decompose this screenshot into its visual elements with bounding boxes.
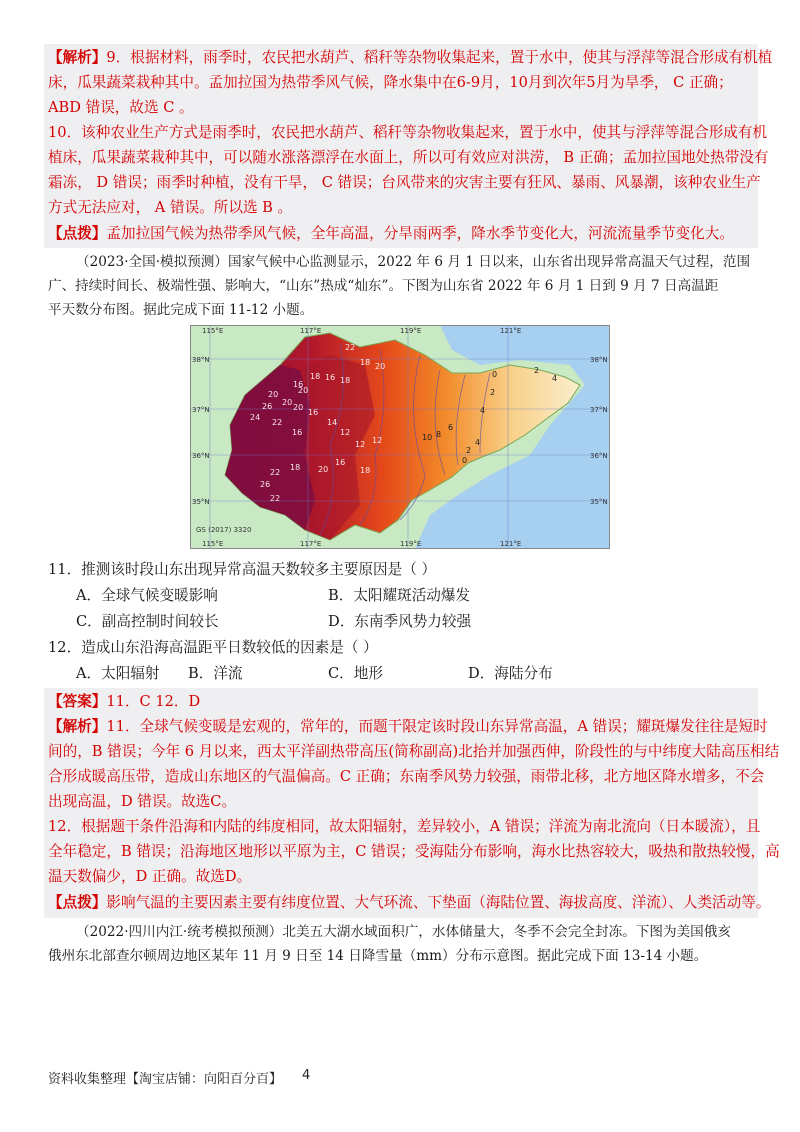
contour-value: 18 bbox=[340, 376, 351, 385]
question-intro: 俄州东北部查尔顿周边地区某年 11 月 9 日至 14 日降雪量（mm）分布示意图。据此完成下面 13-14 小题。 bbox=[48, 948, 708, 964]
contour-value: 20 bbox=[268, 390, 279, 399]
contour-value: 10 bbox=[422, 433, 433, 442]
analysis-tag: 【解析】 bbox=[48, 718, 107, 735]
contour-value: 18 bbox=[290, 463, 301, 472]
analysis-line bbox=[48, 715, 768, 739]
contour-value: 6 bbox=[448, 423, 454, 432]
contour-value: 4 bbox=[475, 438, 481, 447]
q11-option-d[interactable]: D．东南季风势力较强 bbox=[328, 613, 472, 630]
contour-value: 22 bbox=[270, 468, 281, 477]
contour-value: 16 bbox=[335, 458, 346, 467]
answer-tag: 【答案】 bbox=[48, 693, 107, 710]
lon-label: 121°E bbox=[500, 540, 522, 548]
contour-value: 0 bbox=[462, 456, 468, 465]
contour-value: 26 bbox=[260, 480, 271, 489]
contour-value: 16 bbox=[325, 373, 336, 382]
analysis-line: 植床，瓜果蔬菜栽种其中，可以随水涨落漂浮在水面上，所以可有效应对洪涝， B 正确；孟加拉国地处热带没有 bbox=[48, 149, 769, 166]
q12-option-c[interactable]: C．地形 bbox=[328, 665, 383, 682]
contour-value: 12 bbox=[340, 428, 351, 437]
question-intro: （2022·四川内江·统考模拟预测）北美五大湖水域面积广，水体储量大，冬季不会完全封冻。下图为美国俄亥 bbox=[76, 924, 731, 940]
analysis-text: 11．全球气候变暖是宏观的，常年的，而题干限定该时段山东异常高温，A 错误；耀斑爆发往往是短时 bbox=[106, 718, 768, 735]
contour-value: 12 bbox=[372, 436, 383, 445]
lat-label: 37°N bbox=[192, 406, 210, 414]
analysis-line: 方式无法应对， A 错误。所以选 B 。 bbox=[48, 199, 293, 216]
question-intro: 广、持续时间长、极端性强、影响大，“山东”热成“灿东”。下图为山东省 2022 年 6 月 1 日到 9 月 7 日高温距 bbox=[48, 278, 719, 294]
analysis-line: 霜冻， D 错误；雨季时种植，没有干旱， C 错误；台风带来的灾害主要有狂风、暴雨、风暴潮，该种农业生产 bbox=[48, 174, 761, 191]
answer-text: 11．C 12．D bbox=[106, 693, 201, 710]
q12-option-b[interactable]: B．洋流 bbox=[188, 665, 243, 682]
map-credit: GS (2017) 3320 bbox=[196, 526, 252, 534]
contour-value: 18 bbox=[360, 358, 371, 367]
contour-value: 20 bbox=[375, 362, 386, 371]
q12-option-a[interactable]: A．太阳辐射 bbox=[76, 665, 160, 682]
tip-line bbox=[48, 891, 771, 915]
analysis-line: 12．根据题干条件沿海和内陆的纬度相同，故太阳辐射，差异较小，A 错误；洋流为南北流向（日本暖流），且 bbox=[48, 818, 761, 835]
shandong-heat-anomaly-map bbox=[190, 325, 610, 549]
q12-option-d[interactable]: D．海陆分布 bbox=[468, 665, 553, 682]
question-11-stem: 11．推测该时段山东出现异常高温天数较多主要原因是（ ） bbox=[48, 561, 437, 578]
footer-source: 资料收集整理【淘宝店铺：向阳百分百】 bbox=[48, 1072, 283, 1087]
analysis-line: 间的，B 错误；今年 6 月以来，西太平洋副热带高压(简称副高)北抬并加强西伸，阶段性的与中纬度大陆高压相结 bbox=[48, 743, 780, 760]
contour-value: 22 bbox=[345, 343, 356, 352]
q11-option-b[interactable]: B．太阳耀斑活动爆发 bbox=[328, 587, 471, 604]
contour-value: 18 bbox=[310, 372, 321, 381]
contour-value: 20 bbox=[298, 386, 309, 395]
contour-value: 24 bbox=[250, 413, 261, 422]
answer-line bbox=[48, 690, 760, 714]
contour-value: 20 bbox=[282, 398, 293, 407]
contour-value: 2 bbox=[534, 366, 540, 375]
lon-label: 117°E bbox=[300, 540, 322, 548]
analysis-line: 床，瓜果蔬菜栽种其中。孟加拉国为热带季风气候，降水集中在6-9月，10月到次年5月为旱季， C 正确； bbox=[48, 74, 733, 91]
lon-label: 117°E bbox=[300, 327, 322, 335]
lat-label: 36°N bbox=[590, 452, 608, 460]
analysis-line bbox=[48, 46, 773, 70]
contour-value: 22 bbox=[272, 418, 283, 427]
contour-value: 4 bbox=[480, 406, 486, 415]
q11-option-a[interactable]: A．全球气候变暖影响 bbox=[76, 587, 218, 604]
lon-label: 119°E bbox=[400, 327, 422, 335]
tip-text: 孟加拉国气候为热带季风气候，全年高温，分旱雨两季，降水季节变化大，河流流量季节变化大。 bbox=[106, 225, 734, 242]
page-number: 4 bbox=[302, 1068, 311, 1083]
contour-value: 14 bbox=[327, 418, 338, 427]
lon-label: 121°E bbox=[500, 327, 522, 335]
lat-label: 36°N bbox=[192, 452, 210, 460]
question-intro: （2023·全国·模拟预测）国家气候中心监测显示，2022 年 6 月 1 日以来，山东省出现异常高温天气过程，范围 bbox=[76, 254, 751, 270]
question-12-stem: 12．造成山东沿海高温距平日数较低的因素是（ ） bbox=[48, 639, 378, 656]
analysis-text: 9．根据材料，雨季时，农民把水葫芦、稻秆等杂物收集起来，置于水中，使其与浮萍等混合形成有机植 bbox=[106, 49, 773, 66]
contour-value: 22 bbox=[270, 494, 281, 503]
lat-label: 35°N bbox=[590, 498, 608, 506]
analysis-line: 合形成暖高压带，造成山东地区的气温偏高。C 正确；东南季风势力较强，雨带北移，北方地区降水增多，不会 bbox=[48, 768, 765, 785]
lon-label: 115°E bbox=[202, 327, 224, 335]
contour-value: 16 bbox=[308, 408, 319, 417]
contour-value: 2 bbox=[466, 446, 472, 455]
lon-label: 115°E bbox=[202, 540, 224, 548]
analysis-line: 全年稳定，B 错误；沿海地区地形以平原为主，C 错误；受海陆分布影响，海水比热容较大，吸热和散热较慢，高 bbox=[48, 843, 780, 860]
contour-value: 16 bbox=[292, 428, 303, 437]
contour-value: 26 bbox=[262, 402, 273, 411]
tip-text: 影响气温的主要因素主要有纬度位置、大气环流、下垫面（海陆位置、海拔高度、洋流）、人类活动等。 bbox=[106, 894, 771, 911]
contour-value: 4 bbox=[552, 374, 558, 383]
q11-option-c[interactable]: C．副高控制时间较长 bbox=[76, 613, 219, 630]
contour-value: 16 bbox=[293, 380, 304, 389]
analysis-line: ABD 错误，故选 C 。 bbox=[48, 99, 194, 116]
contour-value: 12 bbox=[355, 440, 366, 449]
lat-label: 38°N bbox=[590, 356, 608, 364]
map-svg bbox=[190, 325, 610, 549]
contour-value: 20 bbox=[318, 465, 329, 474]
contour-value: 8 bbox=[436, 430, 442, 439]
contour-value: 18 bbox=[360, 466, 371, 475]
analysis-line: 温天数偏少，D 正确。故选D。 bbox=[48, 868, 252, 885]
lat-label: 35°N bbox=[192, 498, 210, 506]
lon-label: 119°E bbox=[400, 540, 422, 548]
tip-line bbox=[48, 222, 760, 246]
lat-label: 37°N bbox=[590, 406, 608, 414]
contour-value: 20 bbox=[293, 403, 304, 412]
tip-tag: 【点拨】 bbox=[48, 225, 107, 242]
analysis-line: 出现高温，D 错误。故选C。 bbox=[48, 793, 237, 810]
contour-value: 2 bbox=[490, 388, 496, 397]
lat-label: 38°N bbox=[192, 356, 210, 364]
tip-tag: 【点拨】 bbox=[48, 894, 107, 911]
analysis-tag: 【解析】 bbox=[48, 49, 107, 66]
question-intro: 平天数分布图。据此完成下面 11-12 小题。 bbox=[48, 302, 314, 318]
contour-value: 0 bbox=[492, 370, 498, 379]
analysis-line: 10．该种农业生产方式是雨季时，农民把水葫芦、稻秆等杂物收集起来，置于水中，使其与浮萍等混合形成有机 bbox=[48, 124, 768, 141]
